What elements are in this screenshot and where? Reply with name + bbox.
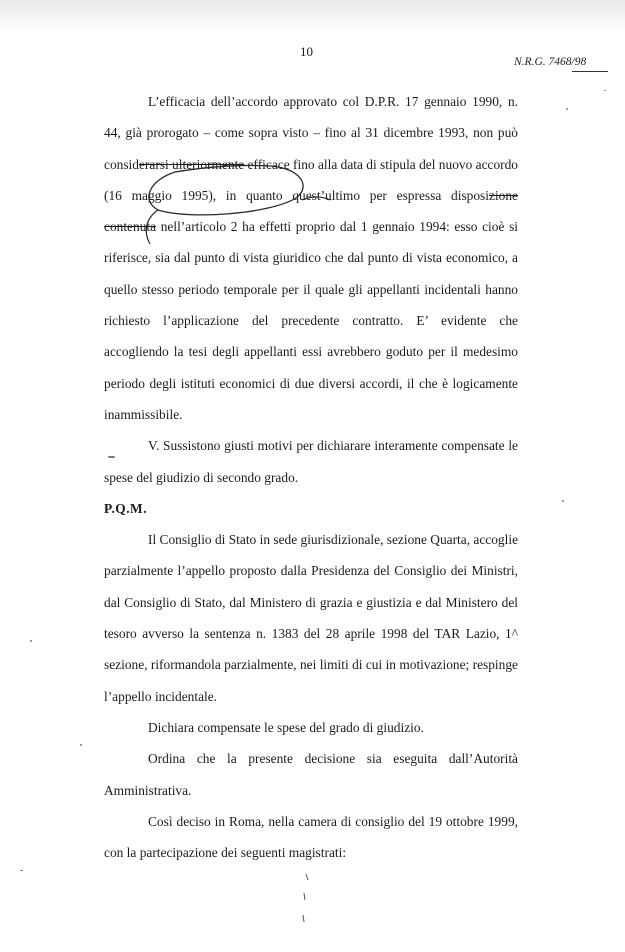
case-reference: N.R.G. 7468/98: [514, 56, 587, 68]
scan-speck: [604, 90, 606, 91]
paragraph-efficacy-text-c: nell’articolo 2 ha effetti proprio dal 1 gennaio 1994: esso cioè si riferisce, sia dal punto di vista giuridico che dal punto di vista economico, a quello stesso periodo temporale per il quale gli appellanti incidentali hanno richiesto l’applicazione del precedente contratto. E’ evidente che accogliendo la tesi degli appellanti essi avrebbero goduto per il medesimo periodo degli istituti economici di due diversi accordi, il che è logicamente inammissibile.: [104, 219, 518, 422]
paragraph-efficacy-text-b: efficace fino alla data di stipula del nuovo accordo (16 maggio 1995), in quanto quest’ultimo per espressa disposi: [104, 156, 519, 203]
paragraph-efficacy: [104, 86, 518, 430]
paragraph-decided-in-rome: Così deciso in Roma, nella camera di consiglio del 19 ottobre 1999, con la partecipazione dei seguenti magistrati:: [104, 813, 518, 861]
struck-text-ulteriormente: erarsi ulteriormente: [138, 156, 245, 172]
scan-speck: [566, 108, 568, 110]
scan-speck: [80, 744, 82, 746]
paragraph-execution-order: Ordina che la presente decisione sia eseguita dall’Autorità Amministrativa.: [104, 751, 518, 798]
struck-text-contenuta: zione contenuta: [104, 187, 518, 235]
scan-speck: [562, 500, 564, 502]
scan-speck: [30, 640, 32, 642]
pen-scribble-mark: [303, 874, 308, 922]
case-reference-underline: [572, 71, 608, 72]
paragraph-ruling: Il Consiglio di Stato in sede giurisdizionale, sezione Quarta, accoglie parzialmente l’appello proposto dalla Presidenza del Consiglio dei Ministri, dal Consiglio di Stato, dal Ministero di grazia e giustizia e dal Ministero del tesoro avverso la sentenza n. 1383 del 28 aprile 1998 del TAR Lazio, 1^ sezione, riformandola parzialmente, nei limiti di cui in motivazione; respinge l’appello incidentale.: [104, 532, 519, 704]
pqm-heading: P.Q.M.: [104, 500, 148, 516]
scan-speck: [108, 456, 115, 458]
scan-shadow-edge: [0, 0, 625, 34]
scan-speck: [20, 870, 23, 871]
document-body: [104, 86, 518, 868]
page-number: 10: [300, 44, 313, 59]
paragraph-costs: V. Sussistono giusti motivi per dichiarare interamente compensate le spese del giudizio di secondo grado.: [104, 438, 518, 485]
paragraph-costs-compensated: Dichiara compensate le spese del grado di giudizio.: [148, 719, 424, 735]
paragraph-efficacy-text-a: L’efficacia dell’accordo approvato col D.P.R. 17 gennaio 1990, n. 44, già prorogato – come sopra visto – fino al 31 dicembre 1993, non può consid: [104, 94, 518, 172]
